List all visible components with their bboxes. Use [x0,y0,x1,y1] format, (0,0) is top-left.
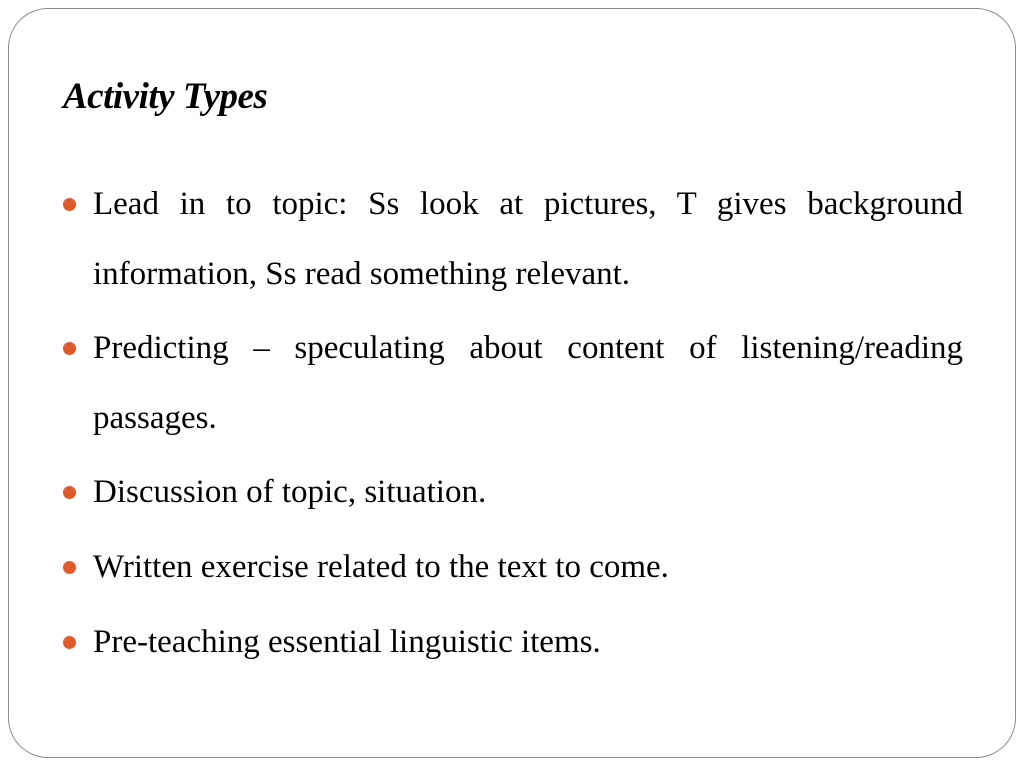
bullet-icon [63,198,76,211]
list-item [63,532,963,602]
bullet-icon [63,561,76,574]
bullet-icon [63,486,76,499]
bullet-list [63,169,963,682]
bullet-text: Discussion of topic, situation. [93,474,487,510]
bullet-text: Pre-teaching essential linguistic items. [93,624,601,660]
bullet-icon [63,636,76,649]
list-item [63,169,963,309]
list-item [63,607,963,677]
list-item [63,313,963,453]
slide-title: Activity Types [63,76,268,117]
bullet-icon [63,342,76,355]
bullet-text: Written exercise related to the text to come. [93,549,669,585]
bullet-text: Predicting – speculating about content of listening/reading passages. [93,330,963,436]
bullet-text: Lead in to topic: Ss look at pictures, T gives background information, Ss read something relevant. [93,186,963,292]
list-item [63,457,963,527]
